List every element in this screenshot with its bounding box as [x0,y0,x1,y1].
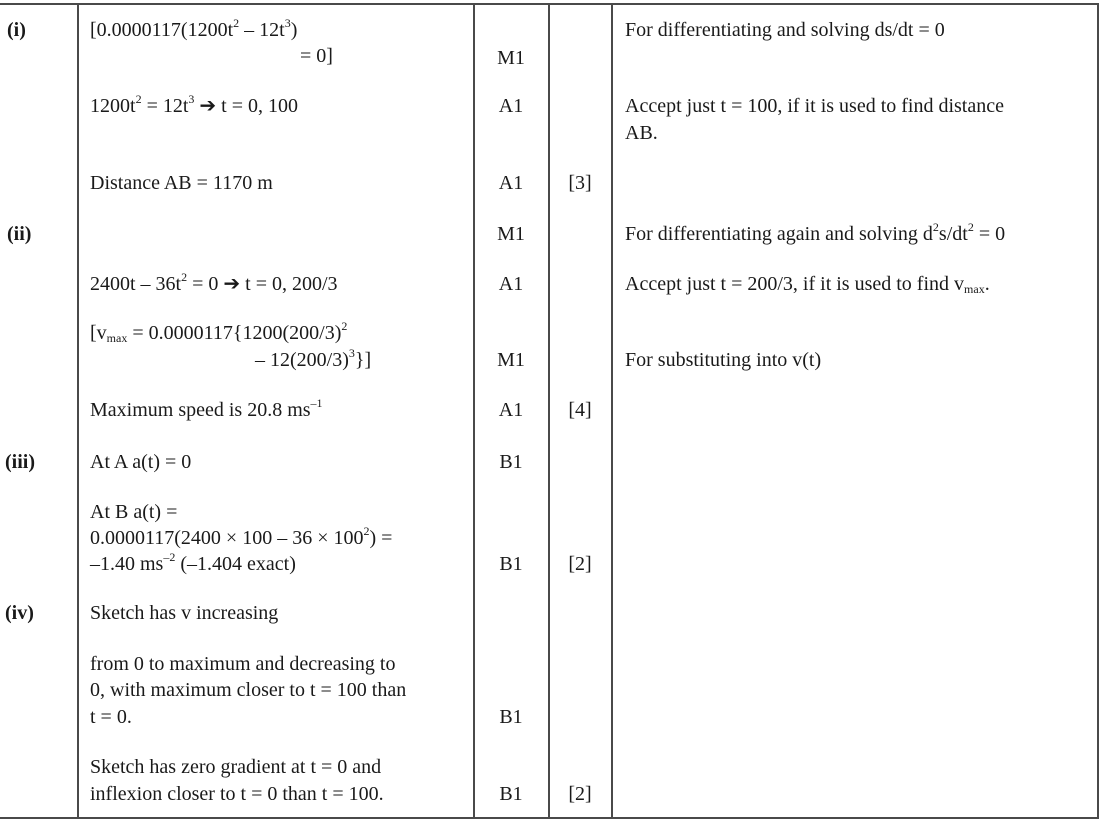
mark-cell: M1 [497,47,525,69]
guidance-note: For differentiating and solving ds/dt = 0 [625,19,945,41]
working-line [90,93,298,119]
working-text: 0.0000117(2400 × 100 – 36 × 100 [90,527,364,549]
mark-cell: M1 [497,223,525,245]
table-right-border [1097,4,1099,819]
exponent: 3 [188,92,195,106]
guidance-text: For differentiating again and solving d [625,223,933,245]
working-text: ) = [369,527,393,549]
working-text: (–1.404 exact) [175,553,296,575]
exponent: 2 [135,92,142,106]
working-text: ) [290,19,298,41]
column-divider-part [77,4,79,819]
working-line [90,17,297,43]
working-line: Distance AB = 1170 m [90,172,273,194]
subscript: max [964,282,985,296]
part-label-i: (i) [7,19,26,41]
exponent: 2 [181,270,188,284]
working-line: inflexion closer to t = 0 than t = 100. [90,783,384,805]
working-text: 1200t [90,95,136,117]
exponent: 2 [932,220,939,234]
working-text: [0.0000117(1200t [90,19,234,41]
exponent: 2 [233,16,240,30]
column-divider-working [473,4,475,819]
guidance-text: = 0 [973,223,1006,245]
part-label-ii: (ii) [7,223,32,245]
working-text: – 12(200/3) [255,349,349,371]
working-text: – 12t [239,19,285,41]
working-line: = 0] [300,45,333,67]
total-marks: [2] [568,783,592,805]
mark-cell: A1 [498,273,524,295]
working-line: 0, with maximum closer to t = 100 than [90,679,407,701]
working-line [90,320,347,346]
mark-cell: B1 [499,451,523,473]
working-text: ➔ t = 0, 100 [194,95,298,117]
guidance-note: Accept just t = 100, if it is used to find distance [625,95,1004,117]
working-line: At B a(t) = [90,501,178,523]
working-line: Sketch has v increasing [90,602,279,624]
total-marks: [4] [568,399,592,421]
exponent: 3 [348,346,355,360]
column-divider-total [611,4,613,819]
working-line [90,551,296,577]
working-text: = 12t [141,95,189,117]
total-marks: [3] [568,172,592,194]
exponent: –2 [163,550,176,564]
working-line: Sketch has zero gradient at t = 0 and [90,756,382,778]
guidance-text: s/dt [938,223,968,245]
working-text: Maximum speed is 20.8 ms [90,399,311,421]
mark-cell: B1 [499,783,523,805]
working-text: }] [354,349,372,371]
mark-cell: B1 [499,706,523,728]
working-text: 2400t – 36t [90,273,182,295]
working-line [90,525,392,551]
working-text: –1.40 ms [90,553,164,575]
exponent: –1 [310,396,323,410]
working-line: from 0 to maximum and decreasing to [90,653,396,675]
mark-cell: A1 [498,172,524,194]
guidance-text: . [984,273,990,295]
working-line [255,347,371,373]
mark-cell: B1 [499,553,523,575]
working-line: t = 0. [90,706,132,728]
guidance-note [625,221,1005,247]
mark-cell: A1 [498,399,524,421]
working-line [90,397,323,423]
exponent: 3 [284,16,291,30]
working-line: At A a(t) = 0 [90,451,192,473]
part-label-iv: (iv) [5,602,34,624]
exponent: 2 [341,319,348,333]
guidance-text: Accept just t = 200/3, if it is used to find v [625,273,965,295]
working-line [90,271,338,297]
guidance-note: For substituting into v(t) [625,349,822,371]
working-text: = 0.0000117{1200(200/3) [127,322,342,344]
guidance-note [625,271,990,297]
guidance-note: AB. [625,122,658,144]
mark-cell: A1 [498,95,524,117]
working-text: [v [90,322,107,344]
total-marks: [2] [568,553,592,575]
working-text: = 0 ➔ t = 0, 200/3 [187,273,338,295]
subscript: max [106,331,128,345]
exponent: 2 [363,524,370,538]
exponent: 2 [967,220,974,234]
part-label-iii: (iii) [5,451,35,473]
mark-cell: M1 [497,349,525,371]
